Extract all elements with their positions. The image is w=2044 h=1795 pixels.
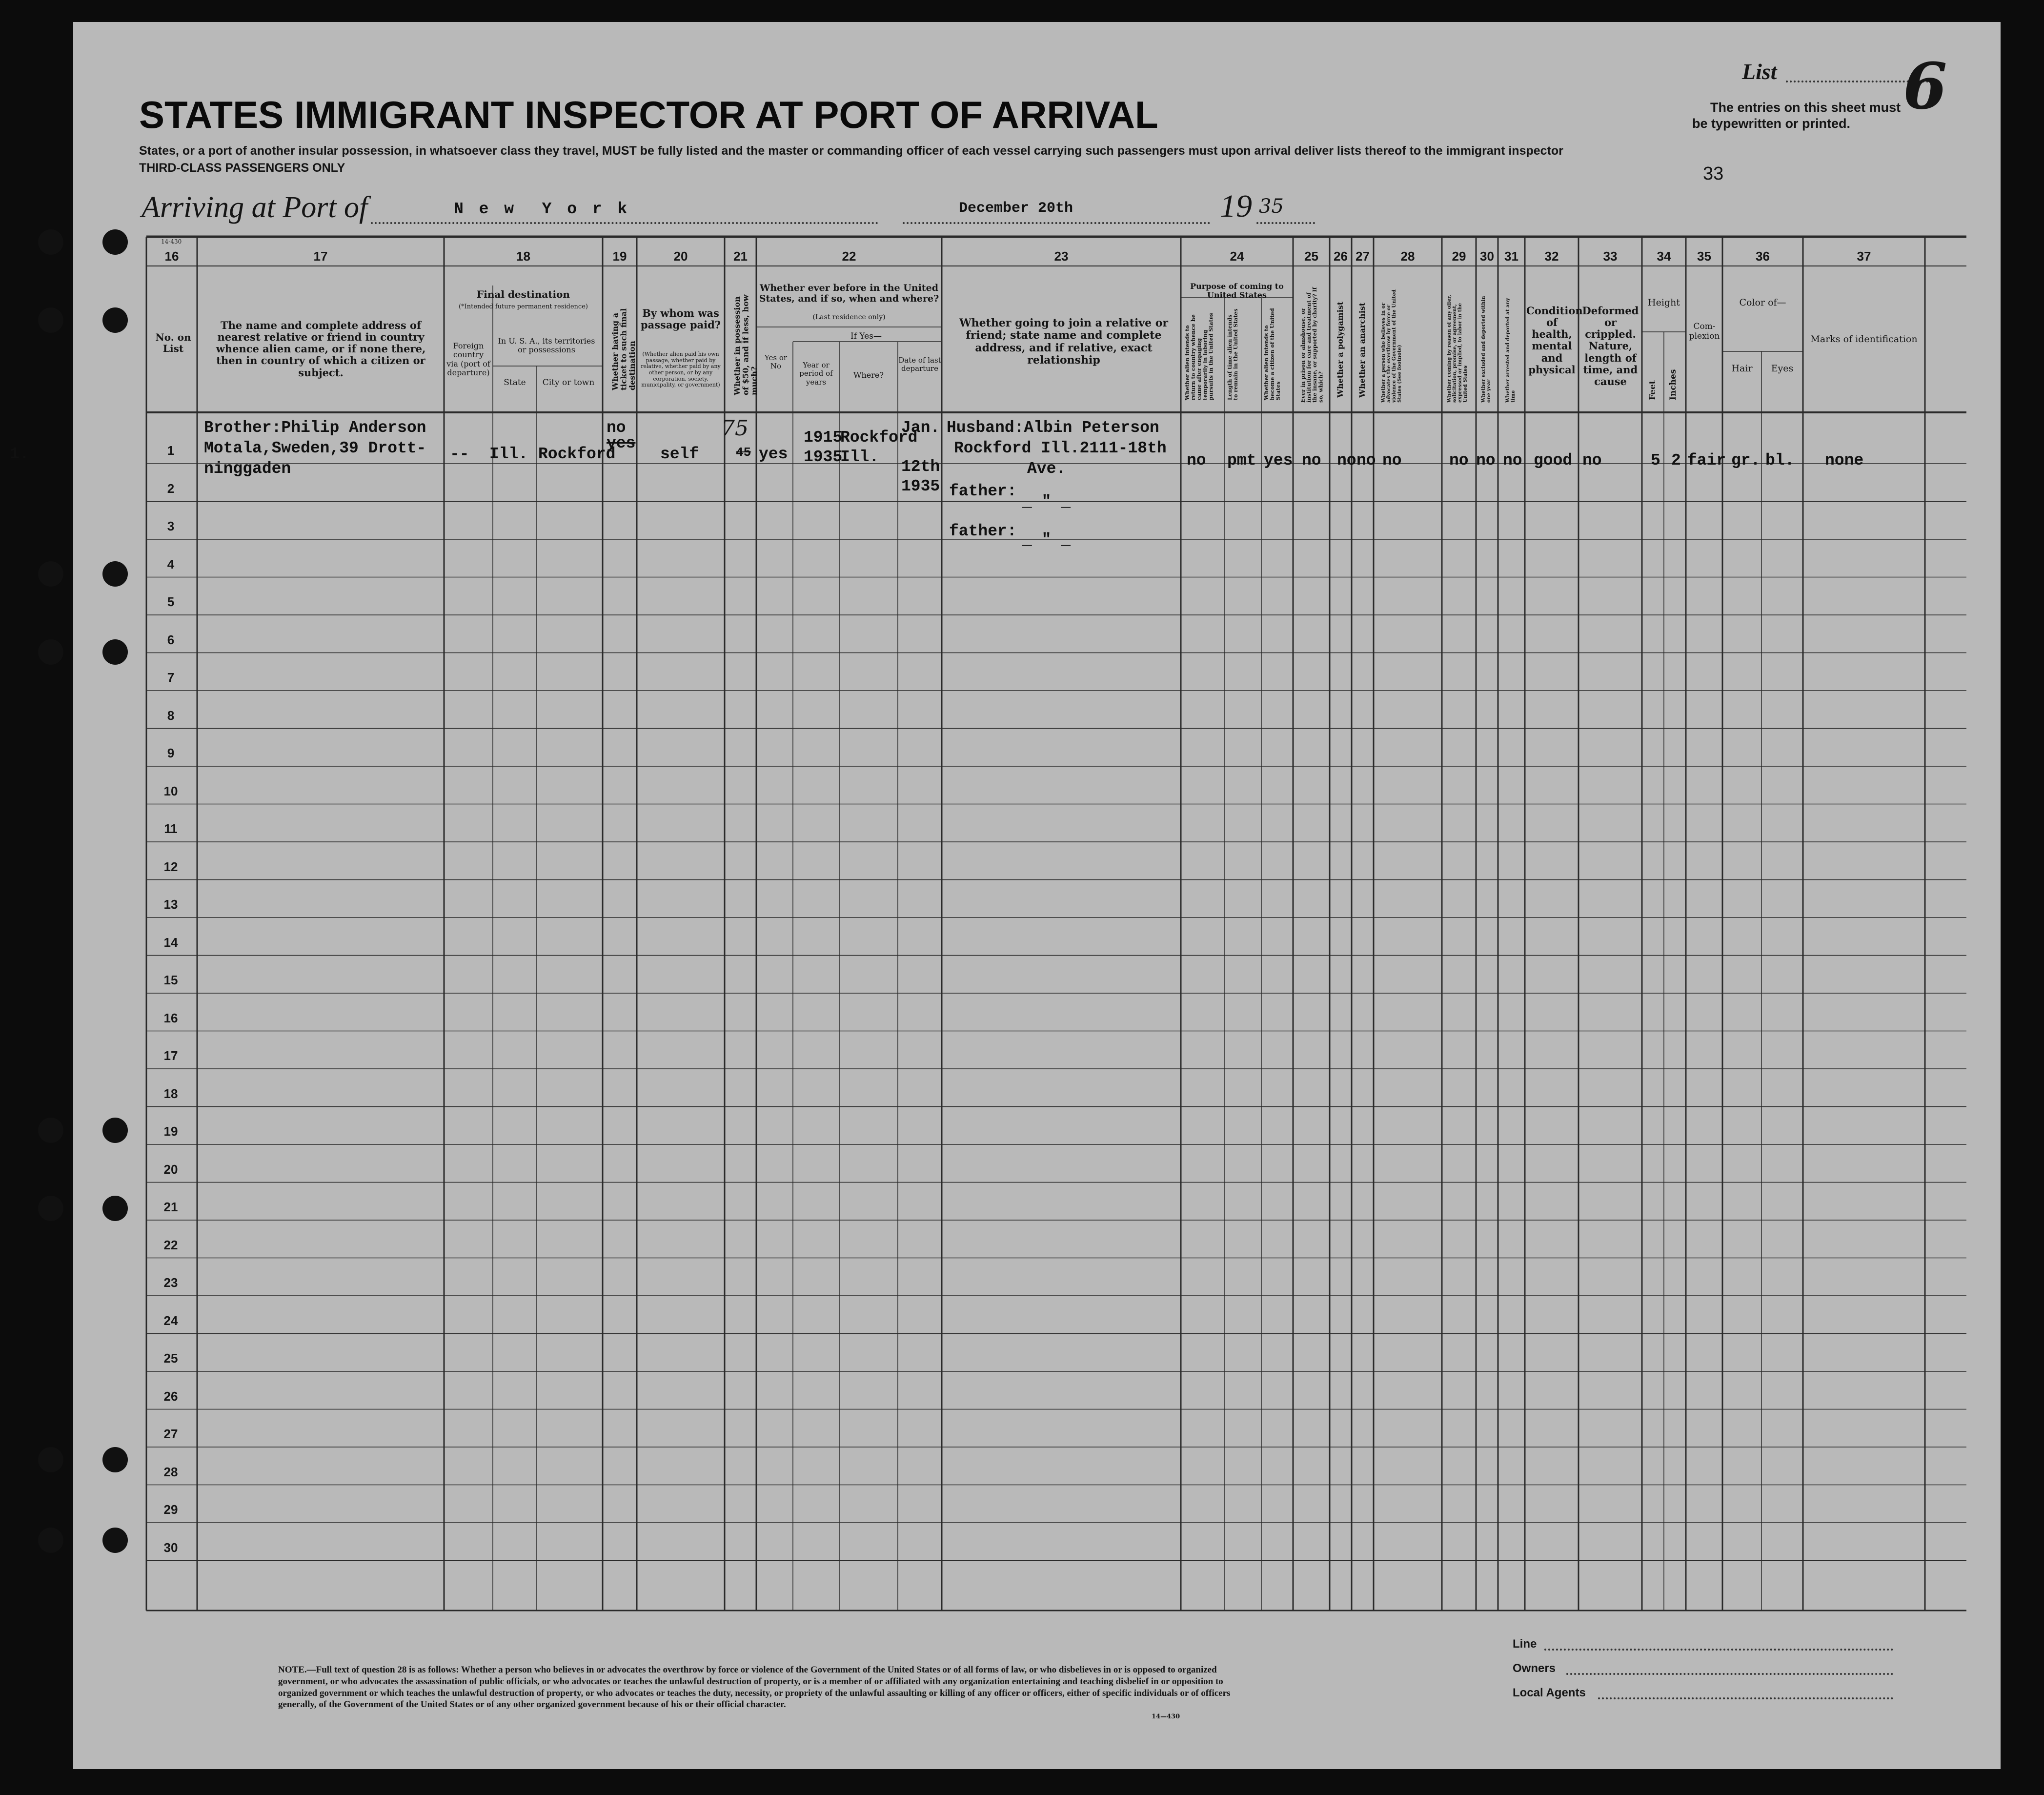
col-header-24b: Length of time alien intends to remain in the United States <box>1227 308 1239 400</box>
col-num-20: 20 <box>673 249 688 264</box>
money-struck: 45 <box>736 445 751 460</box>
answer-c26: no <box>1337 451 1356 469</box>
punch-hole <box>102 1528 128 1553</box>
col-num-32: 32 <box>1544 249 1559 264</box>
row-number: 6 <box>167 632 175 647</box>
punch-hole <box>38 1447 63 1472</box>
row-number: 5 <box>167 594 175 609</box>
answer-c31: no <box>1503 451 1522 469</box>
row-number: 7 <box>167 670 175 685</box>
col-header-22-date: Date of last departure <box>898 356 941 373</box>
col-header-18-state: State <box>504 378 526 388</box>
col-header-34: Height <box>1648 297 1680 308</box>
col-header-33: Deformed or crippled. Nature, length of time, and cause <box>1582 305 1639 388</box>
col-num-33: 33 <box>1603 249 1618 264</box>
join-line2: Rockford Ill.2111-18th <box>954 439 1167 457</box>
row-number: 9 <box>167 746 175 760</box>
instructions-line2: be typewritten or printed. <box>1692 116 1851 131</box>
punch-hole <box>102 1118 128 1143</box>
years-line1: 1915 <box>804 428 843 447</box>
dest-city: Rockford <box>538 445 616 463</box>
col-header-36: Color of— <box>1739 297 1786 308</box>
identification-marks: none <box>1825 451 1864 469</box>
punch-hole <box>102 561 128 587</box>
col-header-24: Purpose of coming to United States <box>1190 282 1284 300</box>
col-header-18-city: City or town <box>542 378 595 388</box>
col-num-18: 18 <box>516 249 530 264</box>
col-num-30: 30 <box>1480 249 1494 264</box>
col-header-24c: Whether alien intends to become a citizen of the United States <box>1263 308 1282 400</box>
col-header-24a: Whether alien intends to return to country whence he came after engaging temporarily in laboring pursuits in the United States <box>1184 313 1214 400</box>
col-num-28: 28 <box>1400 249 1415 264</box>
ticket-value: no <box>607 419 626 437</box>
col-num-34: 34 <box>1657 249 1671 264</box>
col-num-26: 26 <box>1334 249 1348 264</box>
row-number: 25 <box>163 1351 178 1366</box>
col-header-22-years: Year or period of years <box>799 361 833 387</box>
row-number: 21 <box>163 1200 178 1214</box>
list-label: List <box>1742 59 1777 84</box>
row-number: 12 <box>163 859 178 874</box>
col-header-18-foreign: Foreign country via (port of departure) <box>446 341 490 378</box>
punch-hole <box>102 639 128 665</box>
col-header-25: Ever in prison or almshouse, or institution for care and treatment of the insane, or supported by charity? If so, which? <box>1300 287 1324 403</box>
col-header-19: Whether having a ticket to such final destination <box>610 308 637 390</box>
col-header-28: Whether a person who believes in or advocates the overthrow by force or violence of the Government of the United States (See footnote) <box>1381 289 1402 403</box>
arrival-port: N e w Y o r k <box>454 200 630 218</box>
manifest-sheet <box>73 22 2001 1769</box>
instructions-line1: The entries on this sheet must <box>1710 100 1901 115</box>
where-line1: Rockford <box>840 428 918 447</box>
row-number: 2 <box>167 481 175 496</box>
col-header-21: Whether in possession of $50, and if less, how much? <box>732 294 759 395</box>
punch-hole <box>102 1447 128 1472</box>
col-header-18-usa: In U. S. A., its territories or possessions <box>498 336 595 355</box>
join-line5: father: <box>949 522 1017 540</box>
page-title: STATES IMMIGRANT INSPECTOR AT PORT OF ARRIVAL <box>139 93 1158 136</box>
subtitle: States, or a port of another insular possession, in whatsoever class they travel, MUST be fully listed and the master or commanding officer of each vessel carrying such passengers must upon arrival deliver lists thereof to the immigrant inspector <box>139 144 1563 158</box>
ditto-1: _ " _ <box>1022 493 1071 511</box>
where-line2: Ill. <box>840 448 879 466</box>
punch-hole <box>38 1528 63 1553</box>
col-header-36-eyes: Eyes <box>1771 363 1794 374</box>
row-number: 28 <box>163 1464 178 1479</box>
owners-label: Owners <box>1513 1662 1556 1675</box>
col-header-29: Whether coming by reason of any offer, solicitation, promise, or agreement, expressed or implied, to labor in the United States <box>1447 295 1468 403</box>
col-header-35: Com-plexion <box>1689 322 1720 341</box>
row-number: 10 <box>163 783 178 798</box>
row-number: 30 <box>163 1540 178 1555</box>
date-line3: 1935 <box>901 477 940 495</box>
row-number: 18 <box>163 1086 178 1101</box>
year-prefix: 19 <box>1220 188 1252 224</box>
punch-hole <box>102 307 128 333</box>
col-header-36-hair: Hair <box>1731 363 1753 374</box>
col-num-22: 22 <box>842 249 856 264</box>
col-header-31: Whether arrested and deported at any time <box>1505 298 1516 403</box>
col-header-22-ifyes: If Yes— <box>850 331 882 341</box>
agents-dotted <box>1598 1697 1893 1699</box>
complexion: fair <box>1687 451 1726 469</box>
row-number: 23 <box>163 1275 178 1290</box>
punch-hole <box>38 561 63 587</box>
punch-hole <box>38 1118 63 1143</box>
row-number: 3 <box>167 519 175 533</box>
class-line: THIRD-CLASS PASSENGERS ONLY <box>139 161 345 175</box>
footnote-question-28: NOTE.—Full text of question 28 is as follows: Whether a person who believes in or advocates the overthrow by force or violence of the Government of the United States or of all forms of law, or who disbelieves in or is opposed to organized government, or who advocates the assassination of public officials, or who advocates or teaches the unlawful destruction of property, or is a member of or affiliated with any organization entertaining and teaching disbelief in or opposition to organized government or which teaches the unlawful destruction of property, or who advocates or teaches the duty, necessity, or propriety of the unlawful assaulting or killing of any officer or officers, either of specific individuals or of officers generally, of the Government of the United States or of any other organized government because of his or their official character. <box>278 1665 1231 1710</box>
health: good <box>1534 451 1573 469</box>
row-number: 26 <box>163 1388 178 1404</box>
row-number: 27 <box>163 1427 178 1441</box>
form-grid <box>73 22 2001 1769</box>
foreign-via: -- <box>450 445 469 463</box>
col-num-36: 36 <box>1756 249 1770 264</box>
height-inches: 2 <box>1671 451 1681 469</box>
hair-color: gr. <box>1731 451 1761 469</box>
row-number: 16 <box>163 1010 178 1025</box>
row-number: 1 <box>167 443 175 458</box>
col-header-30: Whether excluded and deported within one year <box>1481 296 1492 403</box>
answer-c30: no <box>1476 451 1496 469</box>
row-number: 17 <box>163 1048 178 1063</box>
col-header-32: Condition of health, mental and physical <box>1526 305 1583 376</box>
col-num-31: 31 <box>1504 249 1518 264</box>
col-num-37: 37 <box>1857 249 1871 264</box>
date-line1: Jan. <box>901 419 940 437</box>
relative-line1: Brother:Philip Anderson <box>204 419 426 437</box>
join-line4: father: <box>949 482 1017 500</box>
join-line1: Husband:Albin Peterson <box>947 419 1159 437</box>
punch-hole <box>102 1196 128 1221</box>
col-num-23: 23 <box>1054 249 1069 264</box>
height-feet: 5 <box>1651 451 1660 469</box>
col-num-19: 19 <box>612 249 627 264</box>
col-num-24: 24 <box>1230 249 1244 264</box>
row-number: 22 <box>163 1237 178 1252</box>
purpose-return: no <box>1187 451 1206 469</box>
local-agents-label: Local Agents <box>1513 1686 1586 1699</box>
col-header-20: By whom was passage paid? <box>640 307 721 331</box>
purpose-length: pmt <box>1227 451 1256 469</box>
punch-hole <box>38 307 63 333</box>
col-num-25: 25 <box>1304 249 1318 264</box>
arrival-date: December 20th <box>959 200 1073 217</box>
been-before: yes <box>759 445 788 463</box>
col-num-35: 35 <box>1697 249 1711 264</box>
owners-dotted <box>1566 1673 1893 1675</box>
row-number: 24 <box>163 1313 178 1328</box>
punch-hole <box>38 229 63 255</box>
row-number: 14 <box>163 935 178 950</box>
port-dotted-line <box>371 222 878 224</box>
col-header-18: Final destination <box>477 288 570 300</box>
punch-hole <box>38 639 63 665</box>
col-header-27: Whether an anarchist <box>1357 302 1367 398</box>
deformed: no <box>1582 451 1602 469</box>
line-label: Line <box>1513 1637 1537 1651</box>
punch-hole <box>38 1196 63 1221</box>
form-code-bottom: 14—430 <box>1152 1713 1180 1720</box>
join-line3: Ave. <box>1027 460 1066 478</box>
col-header-17: The name and complete address of nearest relative or friend in country whence alien came, or if none there, then in country of which a citizen or subject. <box>216 319 426 379</box>
date-dotted-line <box>903 222 1210 224</box>
passage-paid-by: self <box>660 445 699 463</box>
year-suffix: 35 <box>1259 195 1284 218</box>
row-number: 11 <box>164 821 178 836</box>
ditto-2: _ " _ <box>1022 531 1071 549</box>
money-handwritten: 75 <box>721 416 749 441</box>
col-header-34-feet: Feet <box>1648 380 1658 400</box>
list-number-handwritten: 6 <box>1903 49 1947 123</box>
col-header-18-sub: (*Intended future permanent residence) <box>459 303 588 310</box>
col-num-27: 27 <box>1356 249 1370 264</box>
year-dotted-line <box>1256 222 1315 224</box>
punch-hole <box>102 229 128 255</box>
sheet-count: 33 <box>1703 163 1724 184</box>
relative-line2: Motala,Sweden,39 Drott- <box>204 439 426 457</box>
col-num-16: 16 <box>164 249 179 264</box>
arriving-label: Arriving at Port of <box>142 191 368 224</box>
date-line2: 12th <box>901 458 940 476</box>
row-number: 4 <box>167 556 175 571</box>
row-number: 20 <box>163 1162 178 1177</box>
col-header-22-sub: (Last residence only) <box>812 313 886 321</box>
line-dotted <box>1544 1649 1893 1651</box>
relative-line3: ninggaden <box>204 460 291 478</box>
col-header-26: Whether a polygamist <box>1336 301 1345 398</box>
col-header-22-where: Where? <box>853 370 884 380</box>
answer-c29: no <box>1449 451 1469 469</box>
col-num-17: 17 <box>313 249 328 264</box>
row-number: 29 <box>163 1502 178 1517</box>
ticket-struck: yes <box>607 434 636 452</box>
row-number: 19 <box>163 1124 178 1139</box>
col-header-23: Whether going to join a relative or friend; state name and complete address, and if relative, exact relationship <box>959 317 1169 367</box>
eye-color: bl. <box>1765 451 1795 469</box>
answer-c28: no <box>1382 451 1402 469</box>
col-num-21: 21 <box>733 249 748 264</box>
col-header-22-yesno: Yes or No <box>764 353 788 371</box>
form-code-top: 14-430 <box>161 238 182 245</box>
col-num-29: 29 <box>1452 249 1466 264</box>
margin-mark: 1. <box>10 445 29 463</box>
col-header-20-sub: (Whether alien paid his own passage, whether paid by relative, whether paid by any other person, or by any corporation, society, municipality, or government) <box>641 351 721 388</box>
answer-c25: no <box>1302 451 1321 469</box>
purpose-citizen: yes <box>1264 451 1293 469</box>
col-header-16: No. on List <box>155 331 191 354</box>
row-number: 8 <box>167 708 175 723</box>
col-header-37: Marks of identification <box>1810 334 1918 345</box>
row-number: 15 <box>163 973 178 987</box>
years-line2: 1935 <box>804 448 843 466</box>
col-header-22: Whether ever before in the United States, and if so, when and where? <box>759 283 939 304</box>
answer-c27: no <box>1356 451 1376 469</box>
row-number: 13 <box>163 897 178 912</box>
dest-state: Ill. <box>489 445 528 463</box>
col-header-34-inches: Inches <box>1668 369 1678 400</box>
